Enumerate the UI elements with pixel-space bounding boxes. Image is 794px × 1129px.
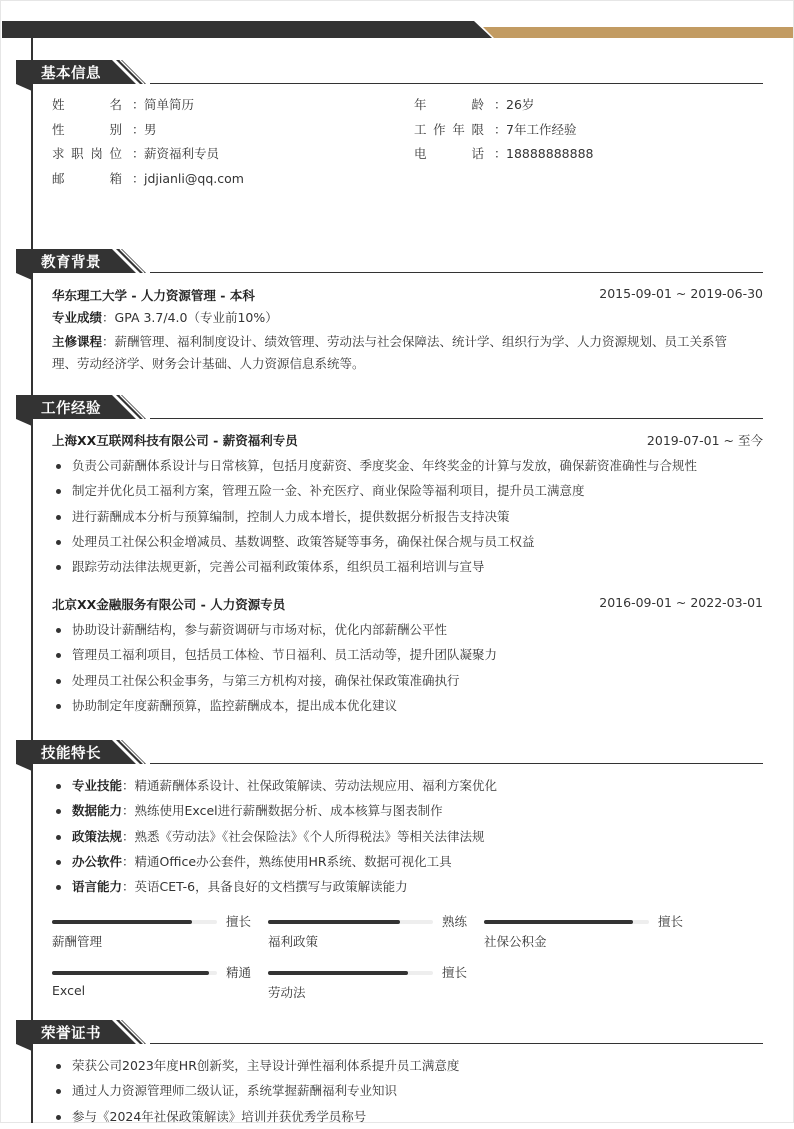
skill-bar xyxy=(484,910,684,950)
gpa-value: GPA 3.7/4.0（专业前10%） xyxy=(114,310,278,325)
section-title: 技能特长 xyxy=(41,746,101,762)
education-header-row xyxy=(52,286,763,304)
section-header xyxy=(0,1020,794,1046)
list-item: 进行薪酬成本分析与预算编制，控制人力成本增长，提供数据分析报告支持决策 xyxy=(52,504,763,529)
section-title: 基本信息 xyxy=(41,66,101,82)
job-role: 薪资福利专员 xyxy=(222,433,298,448)
section-title: 教育背景 xyxy=(41,255,101,271)
skill-bar-track xyxy=(268,920,433,924)
section-header xyxy=(0,60,794,86)
colon: ： xyxy=(122,778,135,793)
left-timeline-line xyxy=(31,38,33,1123)
info-label xyxy=(414,95,484,113)
skill-label: 语言能力 xyxy=(72,879,123,895)
colon: ： xyxy=(102,334,115,349)
job-header-row xyxy=(52,431,763,449)
colon: ： xyxy=(102,310,115,325)
skill-label: 政策法规 xyxy=(72,828,123,844)
skill-bar-fill xyxy=(484,920,633,924)
colon: ： xyxy=(132,146,145,162)
colon: ： xyxy=(494,121,507,137)
colon: ： xyxy=(494,146,507,162)
skill-name: 薪酬管理 xyxy=(52,934,103,949)
skill-bar xyxy=(52,910,252,950)
section-title: 荣誉证书 xyxy=(41,1026,101,1042)
label-char: 年 xyxy=(414,97,427,112)
separator: - xyxy=(208,433,223,448)
school-name: 华东理工大学 xyxy=(52,288,128,303)
education-title xyxy=(52,286,255,304)
skill-level: 擅长 xyxy=(442,965,468,980)
label-char: 龄 xyxy=(471,97,484,112)
skill-item xyxy=(52,798,763,823)
section-skills xyxy=(0,740,794,766)
colon: ： xyxy=(122,853,135,869)
label-char: 电 xyxy=(414,146,427,162)
section-basic-info xyxy=(0,60,794,86)
job-bullets xyxy=(52,453,763,579)
skill-level: 熟练 xyxy=(442,914,468,929)
skill-value: 精通Office办公套件，熟练使用HR系统、数据可视化工具 xyxy=(134,853,452,869)
info-value: 7年工作经验 xyxy=(506,121,577,137)
separator: - xyxy=(215,288,230,303)
section-work-experience xyxy=(0,395,794,421)
section-divider xyxy=(150,418,763,419)
skill-item xyxy=(52,874,763,899)
skill-item xyxy=(52,773,763,798)
info-row xyxy=(52,144,219,164)
label-char: 作 xyxy=(433,121,446,137)
list-item: 制定并优化员工福利方案，管理五险一金、补充医疗、商业保险等福利项目，提升员工满意度 xyxy=(52,478,763,503)
colon: ： xyxy=(122,828,135,844)
list-item: 跟踪劳动法律法规更新，完善公司福利政策体系，组织员工福利培训与宣导 xyxy=(52,554,763,579)
info-value: 18888888888 xyxy=(506,146,594,162)
honor-list xyxy=(52,1053,763,1129)
info-label xyxy=(52,169,122,187)
info-value: 26岁 xyxy=(506,97,535,112)
job-title xyxy=(52,431,298,449)
list-item: 协助制定年度薪酬预算，监控薪酬成本，提出成本优化建议 xyxy=(52,693,763,718)
header-gold-band xyxy=(483,27,793,38)
gpa-label: 专业成绩 xyxy=(52,310,103,325)
separator: - xyxy=(127,288,141,303)
courses-line-1: 薪酬管理、福利制度设计、绩效管理、劳动法与社会保障法、统计学、组织行为学、人力资源规划、员工关系管 xyxy=(114,334,728,349)
info-label xyxy=(52,120,122,138)
label-char: 别 xyxy=(109,121,122,137)
label-char: 姓 xyxy=(52,97,65,112)
info-row xyxy=(52,169,244,189)
info-row xyxy=(414,95,534,115)
skill-level: 擅长 xyxy=(658,914,684,929)
label-char: 岗 xyxy=(90,146,103,162)
info-label xyxy=(52,95,122,113)
skill-bar xyxy=(52,961,252,1001)
colon: ： xyxy=(122,879,135,895)
list-item: 通过人力资源管理师二级认证，系统掌握薪酬福利专业知识 xyxy=(52,1078,763,1103)
section-divider xyxy=(150,272,763,273)
skill-bar-track xyxy=(52,920,217,924)
skill-level: 精通 xyxy=(226,965,252,980)
label-char: 位 xyxy=(109,146,122,162)
degree-name: 本科 xyxy=(229,288,255,303)
label-char: 邮 xyxy=(52,171,65,187)
company-name: 北京XX金融服务有限公司 xyxy=(52,597,197,612)
info-row xyxy=(414,144,593,164)
colon: ： xyxy=(494,97,507,112)
skill-item xyxy=(52,824,763,849)
list-item: 管理员工福利项目，包括员工体检、节日福利、员工活动等，提升团队凝聚力 xyxy=(52,642,763,667)
colon: ： xyxy=(132,97,145,112)
label-char: 名 xyxy=(109,97,122,112)
company-name: 上海XX互联网科技有限公司 xyxy=(52,433,209,448)
section-divider xyxy=(150,763,763,764)
skill-bar-fill xyxy=(268,971,408,975)
skill-bar-track xyxy=(484,920,649,924)
label-char: 箱 xyxy=(109,171,122,187)
skill-bar-fill xyxy=(268,920,400,924)
skill-item xyxy=(52,849,763,874)
job-bullets xyxy=(52,617,763,718)
colon: ： xyxy=(122,803,135,819)
label-char: 年 xyxy=(452,121,465,137)
info-value: 男 xyxy=(144,121,157,137)
education-gpa xyxy=(52,307,754,329)
skill-bar-fill xyxy=(52,920,192,924)
list-item: 负责公司薪酬体系设计与日常核算，包括月度薪资、季度奖金、年终奖金的计算与发放，确保薪资准确性与合规性 xyxy=(52,453,763,478)
skill-label: 办公软件 xyxy=(72,853,123,869)
section-header xyxy=(0,395,794,421)
job-header-row xyxy=(52,595,763,613)
list-item: 参与《2024年社保政策解读》培训并获优秀学员称号 xyxy=(52,1104,763,1129)
info-label xyxy=(414,120,484,138)
info-label xyxy=(414,144,484,162)
info-value: 薪资福利专员 xyxy=(144,146,220,162)
courses-label: 主修课程 xyxy=(52,334,103,349)
section-divider xyxy=(150,83,763,84)
skill-name: 劳动法 xyxy=(268,985,306,1000)
section-header xyxy=(0,740,794,766)
skill-bar xyxy=(268,910,468,950)
label-char: 话 xyxy=(471,146,484,162)
colon: ： xyxy=(132,121,145,137)
section-title: 工作经验 xyxy=(41,401,101,417)
job-period: 2019-07-01 ~ 至今 xyxy=(646,433,763,448)
section-honors xyxy=(0,1020,794,1046)
info-row xyxy=(414,120,576,140)
info-row xyxy=(52,95,194,115)
job-title xyxy=(52,595,285,613)
skill-label: 专业技能 xyxy=(72,778,123,793)
list-item: 处理员工社保公积金事务，与第三方机构对接，确保社保政策准确执行 xyxy=(52,668,763,693)
education-courses xyxy=(52,331,754,375)
education-period: 2015-09-01 ~ 2019-06-30 xyxy=(599,286,763,301)
skill-value: 精通薪酬体系设计、社保政策解读、劳动法规应用、福利方案优化 xyxy=(134,778,498,793)
skill-name: Excel xyxy=(52,983,86,998)
label-char: 求 xyxy=(52,146,65,162)
section-header xyxy=(0,249,794,275)
info-row xyxy=(52,120,157,140)
separator: - xyxy=(196,597,211,612)
skill-value: 熟练使用Excel进行薪酬数据分析、成本核算与图表制作 xyxy=(134,803,443,819)
list-item: 荣获公司2023年度HR创新奖，主导设计弹性福利体系提升员工满意度 xyxy=(52,1053,763,1078)
skill-bar-fill xyxy=(52,971,209,975)
list-item: 处理员工社保公积金增减员、基数调整、政策答疑等事务，确保社保合规与员工权益 xyxy=(52,529,763,554)
skill-name: 社保公积金 xyxy=(484,934,547,949)
colon: ： xyxy=(132,171,145,187)
label-char: 性 xyxy=(52,121,65,137)
info-value: 简单简历 xyxy=(144,97,195,112)
section-divider xyxy=(150,1043,763,1044)
skill-value: 熟悉《劳动法》《社会保险法》《个人所得税法》等相关法律法规 xyxy=(134,828,485,844)
section-education xyxy=(0,249,794,275)
skill-bar-track xyxy=(268,971,433,975)
courses-line-2: 理、劳动经济学、财务会计基础、人力资源信息系统等。 xyxy=(52,356,365,371)
header-dark-band xyxy=(2,21,492,38)
skill-bar-track xyxy=(52,971,217,975)
job-role: 人力资源专员 xyxy=(210,597,286,612)
label-char: 工 xyxy=(414,121,427,137)
skill-value: 英语CET-6，具备良好的文档撰写与政策解读能力 xyxy=(134,879,408,895)
info-value: jdjianli@qq.com xyxy=(144,171,244,187)
label-char: 限 xyxy=(471,121,484,137)
skill-level: 擅长 xyxy=(226,914,252,929)
info-label xyxy=(52,144,122,162)
skill-bar xyxy=(268,961,468,1001)
skill-label: 数据能力 xyxy=(72,803,123,819)
skill-list xyxy=(52,773,763,899)
major-name: 人力资源管理 xyxy=(140,288,216,303)
job-period: 2016-09-01 ~ 2022-03-01 xyxy=(599,595,763,610)
skill-name: 福利政策 xyxy=(268,934,319,949)
list-item: 协助设计薪酬结构，参与薪资调研与市场对标，优化内部薪酬公平性 xyxy=(52,617,763,642)
label-char: 职 xyxy=(71,146,84,162)
